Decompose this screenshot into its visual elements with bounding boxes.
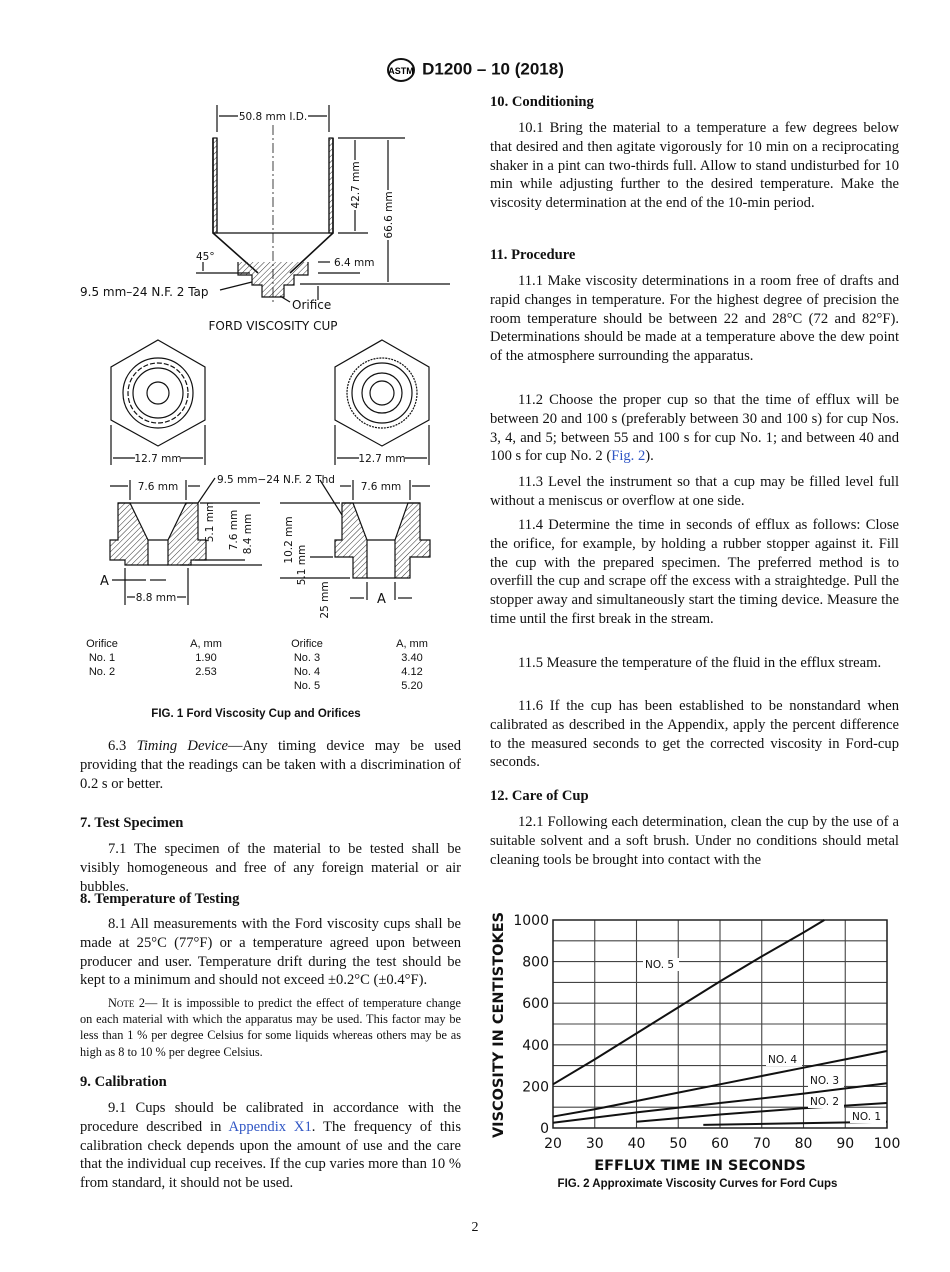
label-orifice: Orifice [292, 298, 332, 312]
para-text: 11.5 Measure the temperature of the fluid in the efflux stream. [518, 655, 882, 671]
fig2-link[interactable]: Fig. 2 [611, 448, 646, 465]
section-10-heading: 10. Conditioning [490, 94, 594, 110]
table-cell: 2.53 [195, 666, 217, 678]
label-a-right: A [377, 592, 386, 607]
table-cell: No. 4 [293, 666, 321, 678]
section-8-heading: 8. Temperature of Testing [80, 891, 240, 907]
y-tick-label: 800 [522, 954, 549, 971]
note-label: Note 2 [108, 996, 145, 1010]
section-9-heading: 9. Calibration [80, 1074, 167, 1090]
table-header: A, mm [396, 638, 428, 650]
table-cell: No. 3 [293, 652, 321, 664]
para-text: —Any timing device may be used providing that the readings can be taken with a discrimination of 0.2 s or better. [80, 738, 461, 792]
dim-hex-left: 12.7 mm [134, 453, 182, 465]
designation: D1200 – 10 (2018) [422, 59, 564, 79]
x-tick-label: 30 [585, 1136, 604, 1152]
dim-height-total: 66.6 mm [383, 191, 395, 239]
para-text: 11.4 Determine the time in seconds of efflux as follows: Close the orifice, for example, by holding a rubber stopper against it. Fill the cup with the prepared specimen. The preferred method is to overfill the cup and scrape off the excess with a straightedge. Pull the stopper away and simultaneously start the timing device. Measure the time until the first break in the stream. [490, 517, 899, 627]
x-tick-label: 90 [836, 1136, 855, 1152]
para-number: 6.3 [108, 738, 127, 754]
para-text: 12.1 Following each determination, clean the cup by the use of a suitable solvent and a soft brush. Under no conditions should metal cleaning tools be brought into contact with the [490, 814, 899, 868]
section-11-heading: 11. Procedure [490, 247, 576, 263]
para-text: ). [645, 448, 654, 465]
label-tap: 9.5 mm–24 N.F. 2 Tap [80, 285, 209, 299]
x-tick-label: 20 [544, 1136, 562, 1152]
para-text: 9.1 Cups should be calibrated in accordance with the procedure described in [80, 1100, 461, 1135]
table-cell: 5.20 [401, 680, 423, 692]
dim-8-4: 8.4 mm [242, 513, 254, 555]
dim-25: 25 mm [319, 581, 331, 619]
y-tick-label: 200 [522, 1079, 549, 1096]
table-cell: No. 1 [88, 652, 116, 664]
series-label: NO. 3 [810, 1075, 840, 1087]
para-text: 7.1 The specimen of the material to be tested shall be visibly homogeneous and free of any foreign material or air bubbles. [80, 841, 461, 895]
table-cell: No. 2 [88, 666, 116, 678]
dim-10-2: 10.2 mm [283, 516, 295, 564]
table-header: Orifice [291, 638, 323, 650]
y-tick-label: 400 [522, 1037, 549, 1054]
series-label: NO. 1 [852, 1111, 882, 1123]
y-tick-label: 0 [540, 1121, 549, 1137]
para-text: 11.3 Level the instrument so that a cup may be filled level full without a meniscus or overflow at one side. [490, 474, 899, 509]
dim-inner-diameter: 50.8 mm I.D. [238, 111, 308, 123]
table-cell: No. 5 [293, 680, 321, 692]
label-thread: 9.5 mm−24 N.F. 2 Thd [217, 474, 335, 486]
y-tick-label: 1000 [513, 913, 549, 929]
x-tick-label: 70 [752, 1136, 771, 1152]
para-text: 11.2 Choose the proper cup so that the time of efflux will be between 20 and 100 s (preferably between 30 and 100 s) for cup Nos. 3, 4, and 5; between 55 and 100 s for cup No. 1; and between 40 and 100 s for cup No. 2 ( [490, 392, 899, 465]
section-12-heading: 12. Care of Cup [490, 788, 589, 804]
x-tick-label: 80 [794, 1136, 813, 1152]
fig2-caption: FIG. 2 Approximate Viscosity Curves for Ford Cups [557, 1178, 838, 1190]
dim-width-right: 7.6 mm [360, 481, 402, 493]
para-text: 10.1 Bring the material to a temperature a few degrees below that desired and then agitate vigorously for 10 min on a reciprocating shaker in a pint can two-thirds full. Allow to stand undisturbed for 10 min while adjusting further to the desired temperature. Make the viscosity determination at the end of the 10-min period. [490, 120, 899, 212]
table-cell: 3.40 [401, 652, 423, 664]
y-axis-label: VISCOSITY IN CENTISTOKES [491, 911, 507, 1139]
label-a-left: A [100, 574, 109, 589]
section-7-heading: 7. Test Specimen [80, 815, 184, 831]
para-text: 11.6 If the cup has been established to be nonstandard when calibrated as described in the Appendix, apply the percent difference to the measured seconds to get the corrected viscosity in Ford-cup seconds. [490, 698, 899, 771]
para-text: 11.1 Make viscosity determinations in a room free of drafts and rapid changes in temperature. For the highest degree of precision the room temperature should be between 22 and 28°C (72 and 82°F). Determinations should be made at a temperature above the dew point of the atmosphere surrounding the apparatus. [490, 273, 899, 365]
fig1-caption: FIG. 1 Ford Viscosity Cup and Orifices [151, 708, 361, 720]
series-label: NO. 2 [810, 1096, 840, 1108]
series-label: NO. 5 [645, 959, 675, 971]
svg-text:ASTM: ASTM [388, 66, 414, 76]
table-header: A, mm [190, 638, 222, 650]
dim-8-8: 8.8 mm [135, 592, 177, 604]
page-number: 2 [471, 1220, 479, 1235]
dim-angle: 45° [196, 251, 215, 263]
y-tick-label: 600 [522, 996, 549, 1013]
dim-7-6: 7.6 mm [228, 509, 240, 551]
para-text: 8.1 All measurements with the Ford viscosity cups shall be made at 25°C (77°F) or a temperature agreed upon between producer and user. Temperature drift during the test should be kept to a minimum and should not exceed ±0.2°C (±0.4°F). [80, 916, 461, 989]
dim-5-1-left: 5.1 mm [204, 501, 216, 543]
x-tick-label: 40 [627, 1136, 646, 1152]
note-text: — It is impossible to predict the effect of temperature change on each material with which the apparatus may be used. This factor may be less than 1 % per degree Celsius for some liquids whereas others may be as high as 8 to 10 % per degree Celsius. [80, 996, 461, 1059]
x-axis-label: EFFLUX TIME IN SECONDS [594, 1158, 806, 1174]
dim-6-4: 6.4 mm [334, 257, 375, 269]
dim-width-left: 7.6 mm [137, 481, 179, 493]
dim-height-upper: 42.7 mm [350, 161, 362, 209]
table-cell: 4.12 [401, 666, 423, 678]
term: Timing Device [136, 738, 228, 754]
dim-hex-right: 12.7 mm [358, 453, 406, 465]
x-tick-label: 100 [873, 1136, 901, 1152]
series-label: NO. 4 [768, 1054, 798, 1066]
appendix-link[interactable]: Appendix X1 [228, 1118, 312, 1135]
x-tick-label: 50 [669, 1136, 688, 1152]
para-text: . The frequency of this calibration check depends upon the amount of use and the care that the individual cup receives. If the cup varies more than 10 % from standard, it should not be used. [80, 1118, 462, 1192]
cup-title: FORD VISCOSITY CUP [208, 319, 338, 333]
table-cell: 1.90 [195, 652, 217, 664]
dim-5-1-right: 5.1 mm [296, 544, 308, 586]
table-header: Orifice [86, 638, 118, 650]
x-tick-label: 60 [711, 1136, 729, 1152]
